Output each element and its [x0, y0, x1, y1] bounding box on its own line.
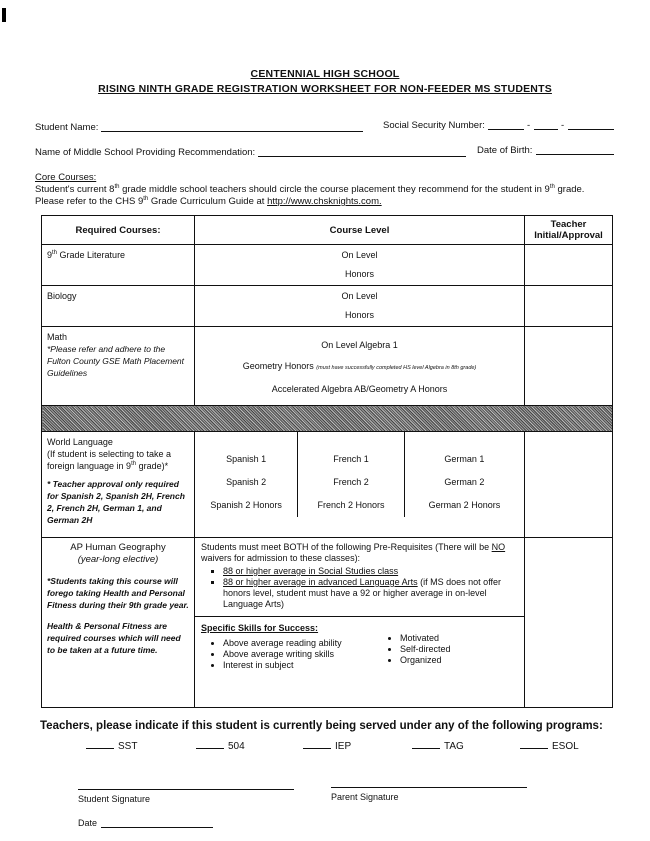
ap-note-2: Health & Personal Fitness are required courses which will need to be taken at a future time. — [47, 621, 181, 655]
course-ap-human-geography — [42, 538, 195, 708]
ssn-dash-1: - — [527, 120, 531, 131]
spanish-options — [195, 432, 298, 517]
middle-school-label: Name of Middle School Providing Recommendation: — [35, 147, 256, 158]
parent-signature-label: Parent Signature — [331, 792, 399, 802]
school-name: CENTENNIAL HIGH SCHOOL — [250, 68, 400, 80]
course-table — [41, 215, 613, 708]
course-biology: Biology — [42, 286, 195, 327]
middle-school-field[interactable] — [258, 156, 466, 157]
programs-prompt: Teachers, please indicate if this student is currently being served under any of the following programs: — [40, 720, 603, 732]
language-desc: (If student is selecting to take a foreign language in 9th grade)* — [47, 449, 172, 471]
ap-note-1: *Students taking this course will forego taking Health and Personal Fitness during their 9th grade year. — [47, 576, 189, 610]
skill-self-directed: • Self-directed — [400, 644, 451, 655]
divider-band — [42, 406, 613, 432]
math-name: Math — [47, 332, 68, 342]
skill-writing: • Above average writing skills — [223, 649, 378, 660]
german-2-honors[interactable]: German 2 Honors — [428, 500, 501, 510]
math-geometry-honors[interactable]: Geometry Honors (must have successfully completed HS level Algebra in 8th grade) — [242, 361, 477, 371]
program-sst[interactable]: SST — [86, 741, 137, 752]
student-name-field[interactable] — [101, 131, 363, 132]
math-note: *Please refer and adhere to the Fulton County GSE Math Placement Guidelines — [47, 344, 185, 378]
french-2-honors[interactable]: French 2 Honors — [317, 500, 385, 510]
ap-prerequisites — [195, 538, 525, 708]
literature-honors[interactable]: Honors — [345, 269, 375, 279]
header-teacher-approval: Teacher Initial/Approval — [525, 216, 613, 245]
core-courses-instructions: Core Courses: Student's current 8th grade middle school teachers should circle the course placement they recommend for the student in 9th grade. Please refer to the CHS 9th Grade Curriculum Guide at http://www.chsknights.com. — [35, 172, 635, 208]
skill-interest: • Interest in subject — [223, 660, 378, 671]
student-signature-label: Student Signature — [78, 794, 151, 804]
skill-organized: • Organized — [400, 655, 451, 666]
literature-teacher-approval[interactable] — [525, 245, 613, 286]
skill-reading: • Above average reading ability — [223, 638, 378, 649]
course-math — [42, 327, 195, 406]
student-signature-line[interactable] — [78, 789, 294, 790]
prereq-intro: Students must meet BOTH of the following Pre-Requisites (There will be NO waivers for admission to these classes): — [201, 542, 506, 563]
math-on-level-algebra[interactable]: On Level Algebra 1 — [321, 340, 398, 350]
spanish-2-honors[interactable]: Spanish 2 Honors — [210, 500, 282, 510]
course-literature: 9th Grade Literature — [42, 245, 195, 286]
program-tag[interactable]: TAG — [412, 741, 464, 752]
ssn-field-1[interactable] — [488, 129, 524, 130]
header-required-courses: Required Courses: — [42, 216, 195, 245]
course-world-language — [42, 432, 195, 538]
student-name-label: Student Name: — [35, 122, 99, 133]
language-name: World Language — [47, 437, 113, 447]
date-field[interactable] — [101, 827, 213, 828]
ap-sub: (year-long elective) — [77, 554, 159, 565]
ssn-label: Social Security Number: — [383, 120, 485, 131]
language-levels — [195, 432, 525, 538]
ssn-field-2[interactable] — [534, 129, 558, 130]
literature-on-level[interactable]: On Level — [341, 250, 378, 260]
parent-signature-line[interactable] — [331, 787, 527, 788]
curriculum-guide-link[interactable]: http://www.chsknights.com. — [267, 196, 382, 207]
math-accelerated[interactable]: Accelerated Algebra AB/Geometry A Honors — [271, 384, 448, 394]
spanish-2[interactable]: Spanish 2 — [226, 477, 267, 487]
dob-label: Date of Birth: — [477, 145, 533, 156]
prereq-language-arts: ▪ 88 or higher average in advanced Language Arts (if MS does not offer honors level, student must have a 92 or higher average in on-level Language Arts) — [223, 577, 518, 610]
dob-field[interactable] — [536, 154, 614, 155]
worksheet-title: RISING NINTH GRADE REGISTRATION WORKSHEET FOR NON-FEEDER MS STUDENTS — [98, 83, 552, 95]
biology-teacher-approval[interactable] — [525, 286, 613, 327]
language-teacher-approval[interactable] — [525, 432, 613, 538]
header-course-level: Course Level — [195, 216, 525, 245]
ap-name: AP Human Geography — [70, 542, 166, 553]
biology-honors[interactable]: Honors — [345, 310, 375, 320]
language-note: * Teacher approval only required for Spanish 2, Spanish 2H, French 2, French 2H, German 1, and German 2H — [47, 479, 185, 525]
program-iep[interactable]: IEP — [303, 741, 351, 752]
german-1[interactable]: German 1 — [444, 454, 485, 464]
core-courses-heading: Core Courses: — [35, 172, 97, 183]
french-1[interactable]: French 1 — [333, 454, 369, 464]
prereq-social-studies: ▪ 88 or higher average in Social Studies class — [223, 566, 518, 577]
ssn-dash-2: - — [561, 120, 565, 131]
biology-levels — [195, 286, 525, 327]
biology-on-level[interactable]: On Level — [341, 291, 378, 301]
ssn-field-3[interactable] — [568, 129, 614, 130]
date-label: Date — [78, 818, 98, 828]
skills-heading: Specific Skills for Success: — [201, 623, 319, 633]
french-2[interactable]: French 2 — [333, 477, 369, 487]
spanish-1[interactable]: Spanish 1 — [226, 454, 267, 464]
french-options — [298, 432, 405, 517]
skill-motivated: • Motivated — [400, 633, 451, 644]
math-levels — [195, 327, 525, 406]
scan-mark — [2, 8, 6, 22]
german-options — [404, 432, 524, 517]
german-2[interactable]: German 2 — [444, 477, 485, 487]
math-teacher-approval[interactable] — [525, 327, 613, 406]
program-esol[interactable]: ESOL — [520, 741, 579, 752]
literature-levels — [195, 245, 525, 286]
ap-teacher-approval[interactable] — [525, 538, 613, 708]
program-504[interactable]: 504 — [196, 741, 245, 752]
